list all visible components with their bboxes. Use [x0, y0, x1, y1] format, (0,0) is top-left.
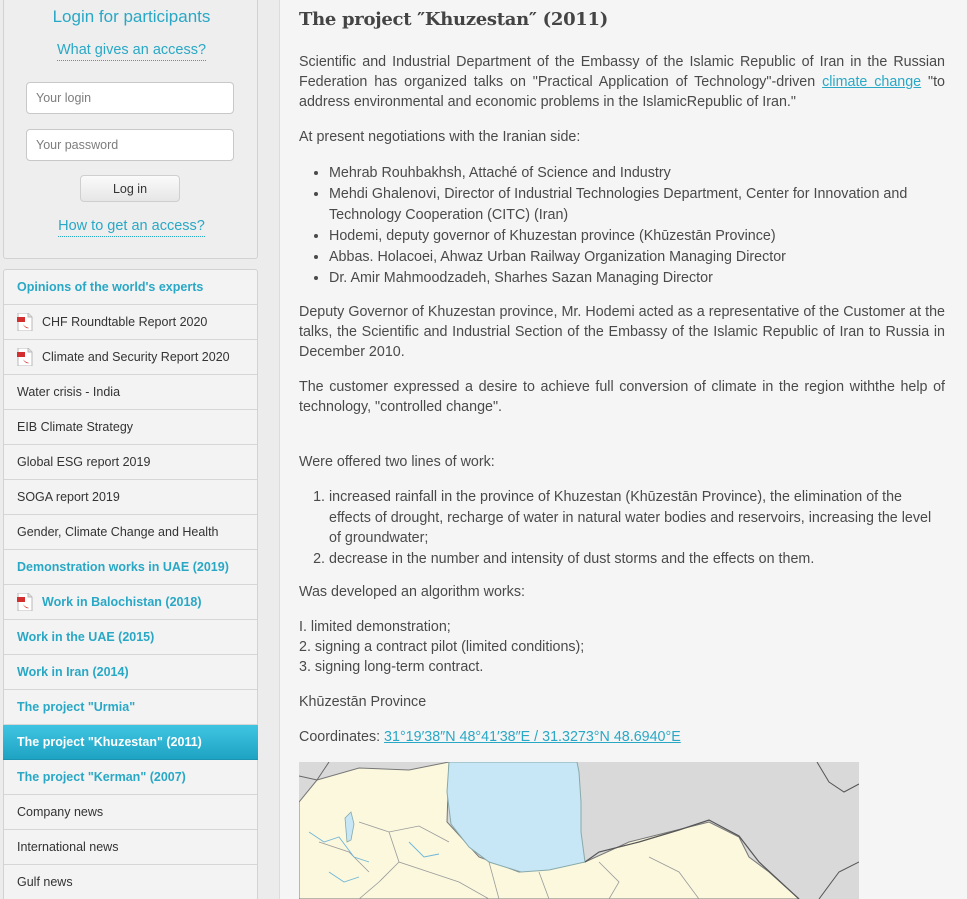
- negotiator-item: • Dr. Amir Mahmoodzadeh, Sharhes Sazan Managing Director: [329, 268, 945, 289]
- sidebar-item-the-project-urmia[interactable]: [4, 690, 257, 725]
- negotiations-heading: At present negotiations with the Iranian side:: [299, 129, 581, 145]
- sidebar-item-work-in-the-uae-2015[interactable]: [4, 620, 257, 655]
- sidebar-item-label: Global ESG report 2019: [17, 455, 151, 469]
- intro-paragraph: Scientific and Industrial Department of the Embassy of the Islamic Republic of Iran in the Russian Federation has organized talks on "Practical Application of Technology"-driven climate change "to address environmental and economic problems in the IslamicRepublic of Iran.": [299, 54, 946, 110]
- algorithm-steps: [299, 617, 945, 677]
- negotiator-item: • Abbas. Holacoei, Ahwaz Urban Railway Organization Managing Director: [329, 247, 945, 268]
- sidebar-item-chf-roundtable-report-2020[interactable]: [4, 305, 257, 340]
- algorithm-step: 2. signing a contract pilot (limited conditions);: [299, 639, 585, 655]
- sidebar-menu: [3, 269, 258, 899]
- negotiator-item: • Hodemi, deputy governor of Khuzestan province (Khūzestān Province): [329, 226, 945, 247]
- login-panel: [3, 0, 258, 259]
- what-gives-access-link[interactable]: What gives an access?: [4, 42, 259, 58]
- sidebar-item-label: SOGA report 2019: [17, 490, 120, 504]
- coordinates: Coordinates: 31°19′38″N 48°41′38″E / 31.3273°N 48.6940°E: [299, 729, 681, 745]
- work-line-item: 1. increased rainfall in the province of Khuzestan (Khūzestān Province), the elimination of the effects of drought, recharge of water in natural water bodies and reservoirs, increasing the level of groundwater;: [329, 487, 945, 549]
- sidebar-item-label: The project "Kerman" (2007): [17, 770, 186, 784]
- sidebar-item-label: The project "Khuzestan" (2011): [17, 735, 202, 749]
- negotiator-item: • Mehdi Ghalenovi, Director of Industrial Technologies Department, Center for Innovation and Technology Cooperation (CITC) (Iran): [329, 184, 945, 225]
- work-line-item: 2. decrease in the number and intensity of dust storms and the effects on them.: [329, 549, 945, 570]
- sidebar-item-global-esg-report-2019[interactable]: [4, 445, 257, 480]
- sidebar-item-gulf-news[interactable]: [4, 865, 257, 899]
- sidebar-item-gender-climate-change-and-health[interactable]: [4, 515, 257, 550]
- province-label: Khūzestān Province: [299, 694, 427, 710]
- sidebar-item-work-in-iran-2014[interactable]: [4, 655, 257, 690]
- sidebar-item-label: Gulf news: [17, 875, 73, 889]
- password-input[interactable]: [26, 129, 234, 161]
- pdf-icon: [17, 313, 33, 331]
- lines-heading: Were offered two lines of work:: [299, 454, 495, 470]
- customer-paragraph: The customer expressed a desire to achieve full conversion of climate in the region withthe help of technology, "controlled change".: [299, 379, 945, 415]
- sidebar-item-eib-climate-strategy[interactable]: [4, 410, 257, 445]
- sidebar-item-label: Gender, Climate Change and Health: [17, 525, 219, 539]
- sidebar-item-label: Work in Balochistan (2018): [42, 595, 202, 609]
- algorithm-heading: Was developed an algorithm works:: [299, 584, 525, 600]
- sidebar-item-label: Demonstration works in UAE (2019): [17, 560, 229, 574]
- sidebar-item-the-project-khuzestan-2011[interactable]: [3, 725, 258, 760]
- sidebar-item-label: Work in the UAE (2015): [17, 630, 155, 644]
- sidebar-item-company-news[interactable]: [4, 795, 257, 830]
- sidebar-item-water-crisis-india[interactable]: [4, 375, 257, 410]
- sidebar-item-label: Climate and Security Report 2020: [42, 350, 230, 364]
- sidebar-item-label: Company news: [17, 805, 104, 819]
- sidebar-item-label: EIB Climate Strategy: [17, 420, 134, 434]
- sidebar-item-opinions-of-the-world-s-experts[interactable]: [4, 270, 257, 305]
- pdf-icon: [17, 348, 33, 366]
- sidebar-item-climate-and-security-report-2020[interactable]: [4, 340, 257, 375]
- login-button[interactable]: Log in: [80, 175, 180, 202]
- sidebar-item-label: Water crisis - India: [17, 385, 121, 399]
- sidebar-item-international-news[interactable]: [4, 830, 257, 865]
- deputy-paragraph: Deputy Governor of Khuzestan province, Mr. Hodemi acted as a representative of the Customer at the talks, the Scientific and Industrial Section of the Embassy of the Islamic Republic of Iran to Russia in December 2010.: [299, 304, 945, 360]
- algorithm-step: 3. signing long-term contract.: [299, 659, 484, 675]
- main-content: [279, 0, 967, 899]
- province-map: [299, 762, 859, 899]
- sidebar-item-label: The project "Urmia": [17, 700, 136, 714]
- how-to-get-access-link[interactable]: How to get an access?: [4, 218, 259, 234]
- sidebar-item-label: Work in Iran (2014): [17, 665, 129, 679]
- pdf-icon: [17, 593, 33, 611]
- sidebar: [3, 0, 258, 899]
- sidebar-item-label: CHF Roundtable Report 2020: [42, 315, 208, 329]
- sidebar-item-label: International news: [17, 840, 119, 854]
- sidebar-item-demonstration-works-in-uae-2019[interactable]: [4, 550, 257, 585]
- sidebar-item-soga-report-2019[interactable]: [4, 480, 257, 515]
- negotiators-list: [329, 163, 945, 289]
- sidebar-item-the-project-kerman-2007[interactable]: [4, 760, 257, 795]
- coordinates-link[interactable]: 31°19′38″N 48°41′38″E / 31.3273°N 48.6940°E: [384, 729, 681, 745]
- sidebar-item-label: Opinions of the world's experts: [17, 280, 204, 294]
- sidebar-item-work-in-balochistan-2018[interactable]: [4, 585, 257, 620]
- climate-change-link[interactable]: climate change: [822, 74, 922, 90]
- work-lines-list: [329, 487, 945, 570]
- login-input[interactable]: [26, 82, 234, 114]
- negotiator-item: • Mehrab Rouhbakhsh, Attaché of Science and Industry: [329, 163, 945, 184]
- login-title: Login for participants: [52, 7, 211, 26]
- page-title: The project ″Khuzestan″ (2011): [299, 9, 608, 30]
- algorithm-step: I. limited demonstration;: [299, 619, 451, 635]
